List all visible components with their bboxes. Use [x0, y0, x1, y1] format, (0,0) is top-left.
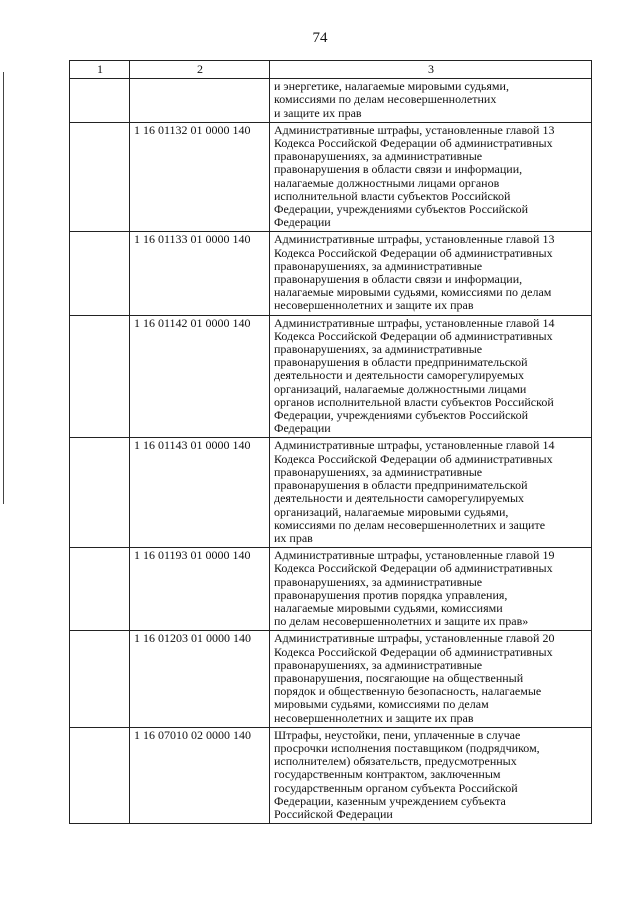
table-row [70, 122, 592, 232]
row-col1-cell [70, 548, 130, 631]
row-code-cell [130, 79, 270, 123]
row-code-cell: 1 16 01133 01 0000 140 [130, 232, 270, 315]
row-description-cell: Административные штрафы, установленные главой 14 Кодекса Российской Федерации об административных правонарушениях, за административные правонарушения в области предпринимательской деятельности и деятельности саморегулируемых организаций, налагаемые мировыми судьями, комиссиями по делам несовершеннолетних и защите их прав [270, 438, 592, 548]
row-col1-cell [70, 122, 130, 232]
row-code-cell: 1 16 01132 01 0000 140 [130, 122, 270, 232]
row-code-cell: 1 16 01143 01 0000 140 [130, 438, 270, 548]
table-header-row [70, 61, 592, 79]
row-description-cell: и энергетике, налагаемые мировыми судьями, комиссиями по делам несовершеннолетних и защите их прав [270, 79, 592, 123]
row-col1-cell [70, 315, 130, 438]
table-row [70, 727, 592, 823]
row-code-cell: 1 16 01142 01 0000 140 [130, 315, 270, 438]
row-col1-cell [70, 727, 130, 823]
row-col1-cell [70, 232, 130, 315]
row-description-cell: Штрафы, неустойки, пени, уплаченные в случае просрочки исполнения поставщиком (подрядчиком, исполнителем) обязательств, предусмотренных государственным контрактом, заключенным государственным органом субъекта Российской Федерации, казенным учреждением субъекта Российской Федерации [270, 727, 592, 823]
row-description-cell: Административные штрафы, установленные главой 19 Кодекса Российской Федерации об административных правонарушениях, за административные правонарушения против порядка управления, налагаемые мировыми судьями, комиссиями по делам несовершеннолетних и защите их прав» [270, 548, 592, 631]
table-row [70, 631, 592, 727]
table-row [70, 315, 592, 438]
row-description-cell: Административные штрафы, установленные главой 13 Кодекса Российской Федерации об административных правонарушениях, за административные правонарушения в области связи и информации, налагаемые мировыми судьями, комиссиями по делам несовершеннолетних и защите их прав [270, 232, 592, 315]
row-description-cell: Административные штрафы, установленные главой 20 Кодекса Российской Федерации об административных правонарушениях, за административные правонарушения, посягающие на общественный порядок и общественную безопасность, налагаемые мировыми судьями, комиссиями по делам несовершеннолетних и защите их прав [270, 631, 592, 727]
row-code-cell: 1 16 01203 01 0000 140 [130, 631, 270, 727]
row-col1-cell [70, 79, 130, 123]
table-row [70, 232, 592, 315]
page-number: 74 [312, 30, 328, 46]
row-description-cell: Административные штрафы, установленные главой 13 Кодекса Российской Федерации об административных правонарушениях, за административные правонарушения в области связи и информации, налагаемые должностными лицами органов исполнительной власти субъектов Российской Федерации, учреждениями субъектов Российской Федерации [270, 122, 592, 232]
column-header-3: 3 [270, 61, 592, 79]
budget-code-table [69, 60, 592, 824]
margin-rule [3, 72, 4, 504]
column-header-2: 2 [130, 61, 270, 79]
row-col1-cell [70, 631, 130, 727]
table-row [70, 79, 592, 123]
table-row [70, 548, 592, 631]
row-description-cell: Административные штрафы, установленные главой 14 Кодекса Российской Федерации об административных правонарушениях, за административные правонарушения в области предпринимательской деятельности и деятельности саморегулируемых организаций, налагаемые должностными лицами органов исполнительной власти субъектов Российской Федерации, учреждениями субъектов Российской Федерации [270, 315, 592, 438]
row-col1-cell [70, 438, 130, 548]
column-header-1: 1 [70, 61, 130, 79]
row-code-cell: 1 16 01193 01 0000 140 [130, 548, 270, 631]
row-code-cell: 1 16 07010 02 0000 140 [130, 727, 270, 823]
table-row [70, 438, 592, 548]
